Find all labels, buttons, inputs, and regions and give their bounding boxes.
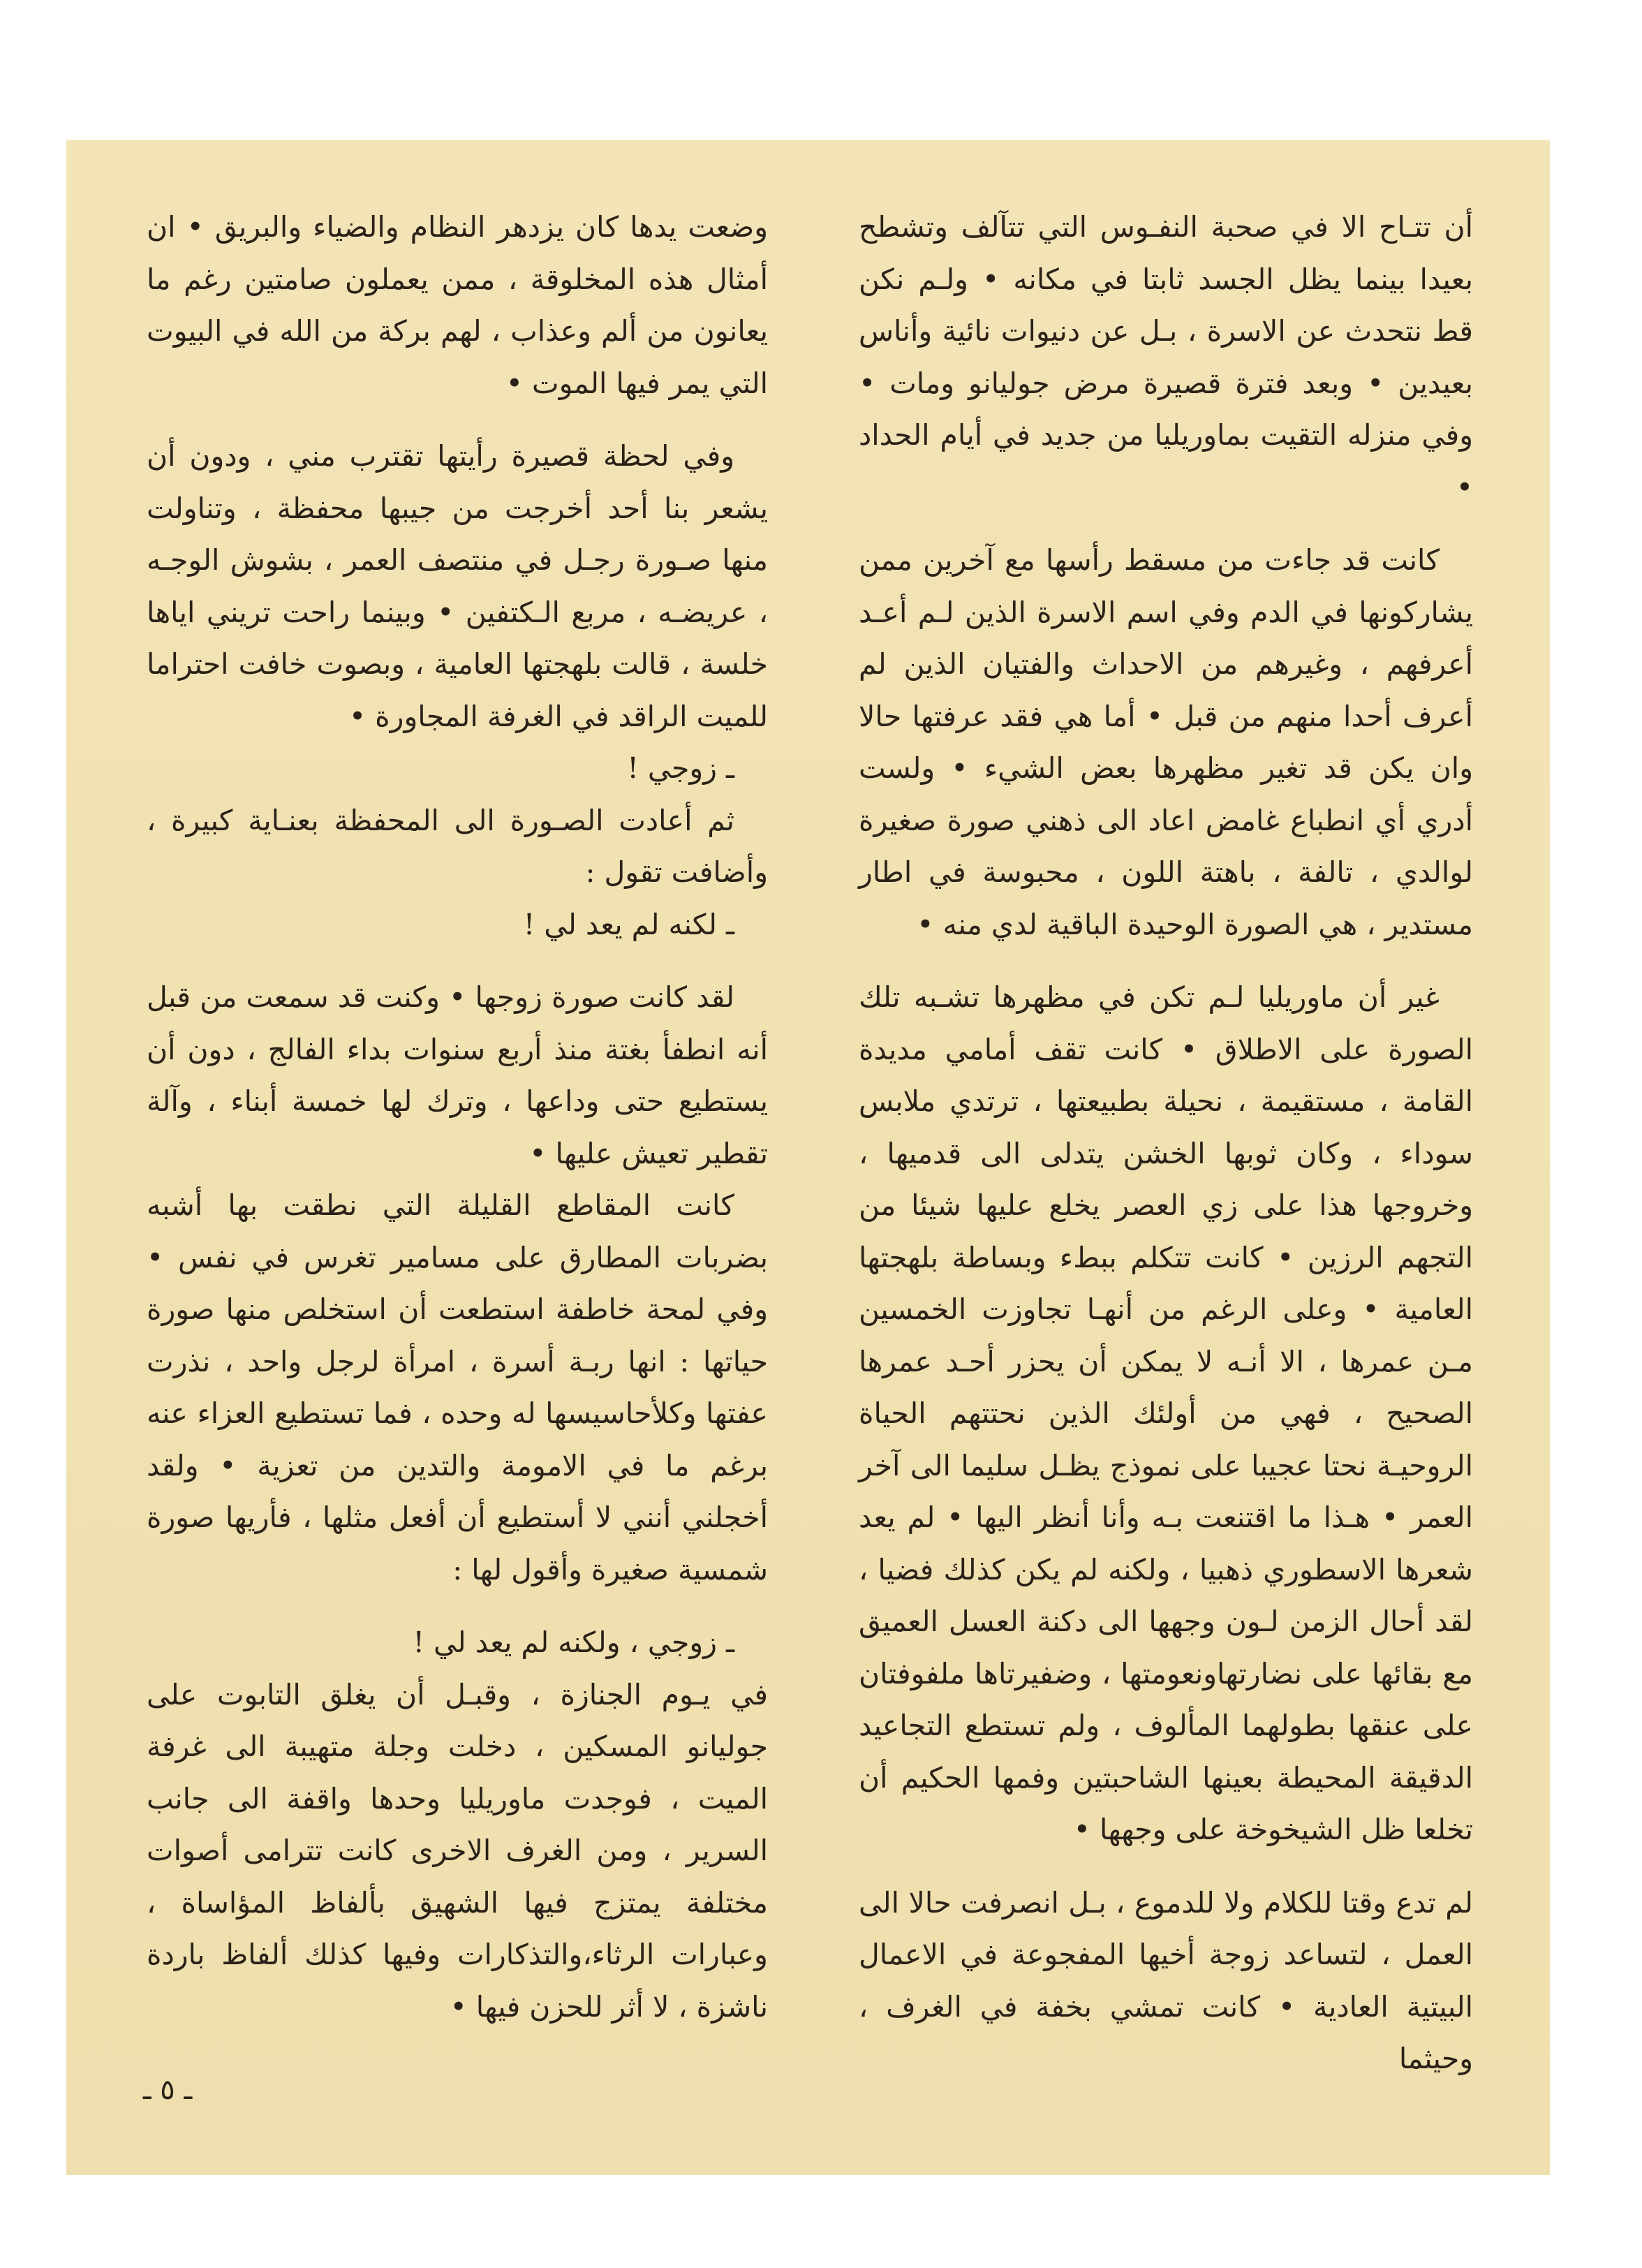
dialogue-line: ـ زوجي ، ولكنه لم يعد لي ! <box>413 1626 734 1659</box>
page-number: ـ ٥ ـ <box>142 2074 193 2106</box>
paragraph: لم تدع وقتا للكلام ولا للدموع ، بـل انصرفت حالا الى العمل ، لتساعد زوجة أخيها المفجوعة في الاعمال البيتية العادية • كانت تمشي بخفة في الغرف ، وحيثما <box>859 1885 1473 2075</box>
left-column <box>147 201 768 2033</box>
paragraph: كانت المقاطع القليلة التي نطقت بها أشبه بضربات المطارق على مسامير تغرس في نفس • وفي لمحة خاطفة استطعت أن استخلص منها صورة حياتها : انها ربـة أسرة ، امرأة لرجل واحد ، نذرت عفتها وكلأحاسيسها له وحده ، فما تستطيع العزاء عنه برغم ما في الامومة والتدين من تعزية • ولقد أخجلني أنني لا أستطيع أن أفعل مثلها ، فأريها صورة شمسية صغيرة وأقول لها : <box>147 1188 768 1586</box>
dialogue-line: ـ زوجي ! <box>627 751 734 785</box>
paragraph: كانت قد جاءت من مسقط رأسها مع آخرين ممن يشاركونها في الدم وفي اسم الاسرة الذين لـم أعـد أعرفهم ، وغيرهم من الاحداث والفتيان الذين لم أعرف أحدا منهم من قبل • أما هي فقد عرفتها حالا وان يكن قد تغير مظهرها بعض الشيء • ولست أدري أي انطباع غامض اعاد الى ذهني صورة صغيرة لوالدي ، تالفة ، باهتة اللون ، محبوسة في اطار مستدير ، هي الصورة الوحيدة الباقية لدي منه • <box>859 543 1473 941</box>
paragraph: وضعت يدها كان يزدهر النظام والضياء والبريق • ان أمثال هذه المخلوقة ، ممن يعملون صامتين رغم ما يعانون من ألم وعذاب ، لهم بركة من الله في البيوت التي يمر فيها الموت • <box>147 210 768 400</box>
paragraph: أن تتـاح الا في صحبة النفـوس التي تتآلف وتشطح بعيدا بينما يظل الجسد ثابتا في مكانه • ولـم نكن قط نتحدث عن الاسرة ، بـل عن دنيوات نائية وأناس بعيدين • وبعد فترة قصيرة مرض جوليانو ومات • وفي منزله التقيت بماوريليا من جديد في أيام الحداد • <box>859 210 1473 504</box>
paragraph: لقد كانت صورة زوجها • وكنت قد سمعت من قبل أنه انطفأ بغتة منذ أربع سنوات بداء الفالج ، دون أن يستطيع حتى وداعها ، وترك لها خمسة أبناء ، وآلة تقطير تعيش عليها • <box>147 980 768 1170</box>
paragraph: في يـوم الجنازة ، وقبـل أن يغلق التابوت على جوليانو المسكين ، دخلت وجلة متهيبة الى غرفة الميت ، فوجدت ماوريليا وحدها واقفة الى جانب السرير ، ومن الغرف الاخرى كانت تترامى أصوات مختلفة يمتزج فيها الشهيق بألفاظ المؤاساة ، وعبارات الرثاء،والتذكارات وفيها كذلك ألفاظ باردة ناشزة ، لا أثر للحزن فيها • <box>147 1677 768 2024</box>
paragraph: ثم أعادت الصـورة الى المحفظة بعنـاية كبيرة ، وأضافت تقول : <box>147 803 768 889</box>
book-page <box>66 140 1550 2175</box>
paragraph: وفي لحظة قصيرة رأيتها تقترب مني ، ودون أن يشعر بنا أحد أخرجت من جيبها محفظة ، وتناولت منها صـورة رجـل في منتصف العمر ، بشوش الوجـه ، عريضـه ، مربع الـكتفين • وبينما راحت تريني اياها خلسة ، قالت بلهجتها العامية ، وبصوت خافت احتراما للميت الراقد في الغرفة المجاورة • <box>147 439 768 733</box>
dialogue-line: ـ لكنه لم يعد لي ! <box>523 907 734 941</box>
right-column <box>859 201 1473 2085</box>
paragraph: غير أن ماوريليا لـم تكن في مظهرها تشـبه تلك الصورة على الاطلاق • كانت تقف أمامي مديدة القامة ، مستقيمة ، نحيلة بطبيعتها ، ترتدي ملابس سوداء ، وكان ثوبها الخشن يتدلى الى قدميها ، وخروجها هذا على زي العصر يخلع عليها شيئا من التجهم الرزين • كانت تتكلم ببطء وبساطة بلهجتها العامية • وعلى الرغم من أنهـا تجاوزت الخمسين مـن عمرها ، الا أنـه لا يمكن أن يحزر أحـد عمرها الصحيح ، فهي من أولئك الذين نحتتهم الحياة الروحيـة نحتا عجيبا على نموذج يظـل سليما الى آخر العمر • هـذا ما اقتنعت بـه وأنا أنظر اليها • لم يعد شعرها الاسطوري ذهبيا ، ولكنه لم يكن كذلك فضيا ، لقد أحال الزمن لـون وجهها الى دكنة العسل العميق مع بقائها على نضارتهاونعومتها ، وضفيرتاها ملفوفتان على عنقها بطولهما المألوف ، ولم تستطع التجاعيد الدقيقة المحيطة بعينها الشاحبتين وفمها الحكيم أن تخلعا ظل الشيخوخة على وجهها • <box>859 980 1473 1846</box>
